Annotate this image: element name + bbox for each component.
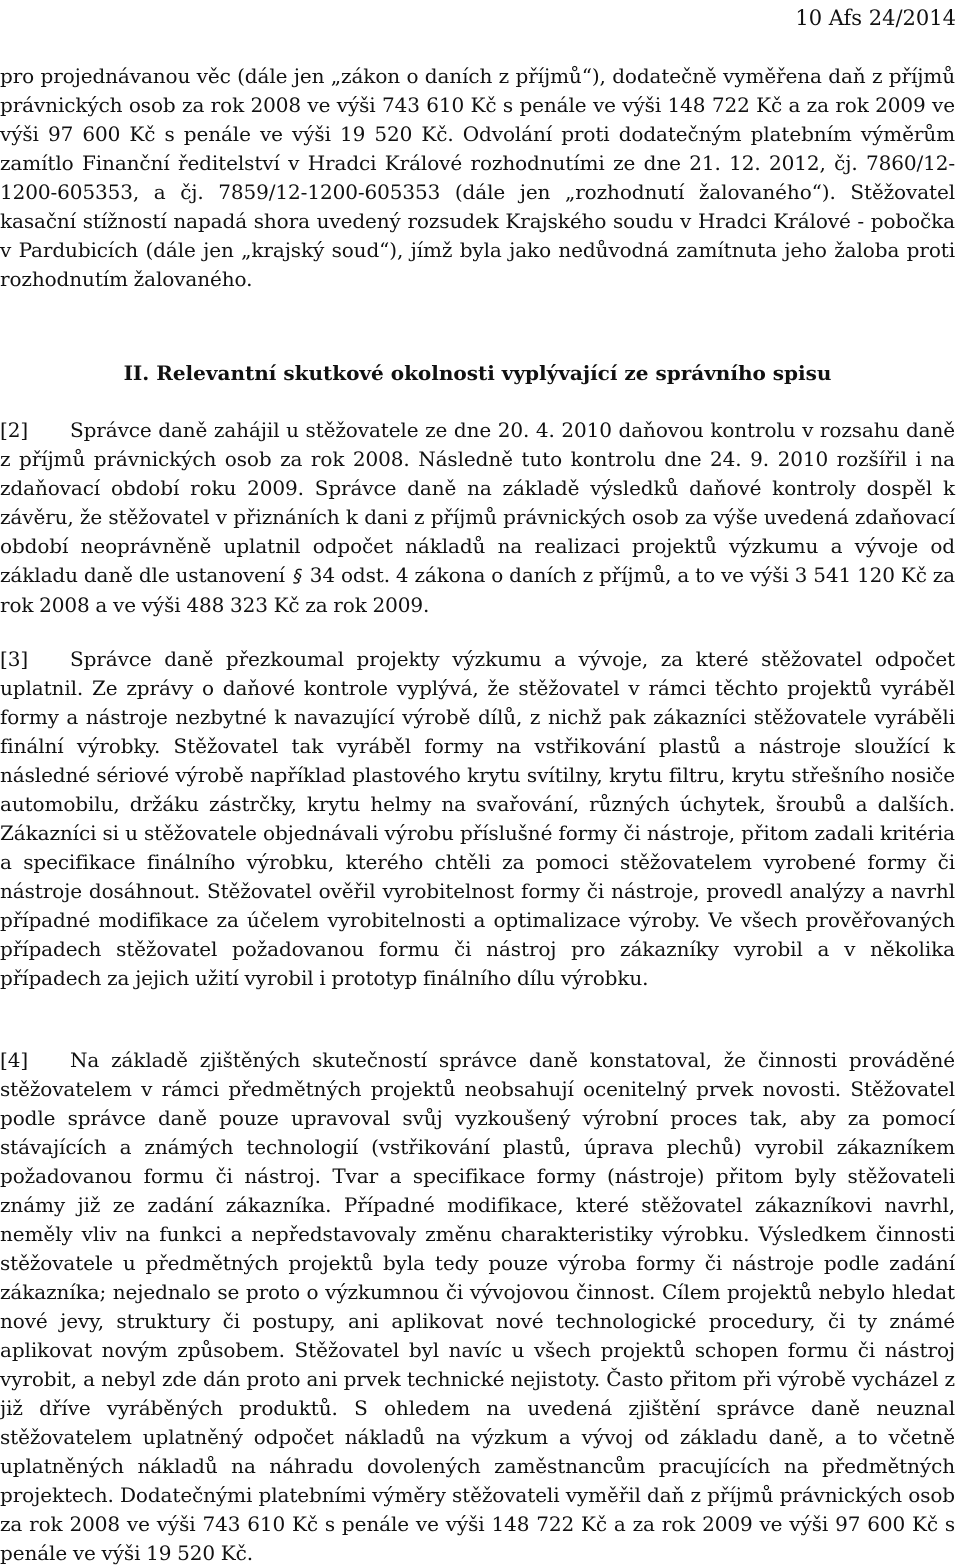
paragraph-text: Správce daně přezkoumal projekty výzkumu a vývoje, za které stěžovatel odpočet uplatnil. Ze zprávy o daňové kontrole vyplývá, že stěžovatel v rámci těchto projektů vyráběl formy a nástroje nezbytné k navazující výrobě dílů, z nichž pak zákazníci stěžovatele vyráběli finální výrobky. Stěžovatel tak vyráběl formy na vstřikování plastů a nástroje sloužící k následné sériové výrobě například plastového krytu svítilny, krytu filtru, krytu střešního nosiče automobilu, držáku zástrčky, krytu helmy na svařování, různých úchytek, šroubů a dalších. Zákazníci si u stěžovatele objednávali výrobu příslušné formy či nástroje, přitom zadali kritéria a specifikace finálního výrobku, kterého chtěli za pomoci stěžovatelem vyrobené formy či nástroje dosáhnout. Stěžovatel ověřil vyrobitelnost formy či nástroje, provedl analýzy a navrhl případné modifikace za účelem vyrobitelnosti a optimalizace výroby. Ve všech prověřovaných případech stěžovatel požadovanou formu či nástroj pro zákazníky vyrobil a v několika případech za jejich užití vyrobil i prototyp finálního dílu výrobku.	[0, 647, 955, 990]
paragraph-3	[0, 645, 955, 993]
paragraph-4	[0, 1046, 955, 1568]
paragraph-text: Na základě zjištěných skutečností správce daně konstatoval, že činnosti prováděné stěžovatelem v rámci předmětných projektů neobsahují ocenitelný prvek novosti. Stěžovatel podle správce daně pouze upravoval svůj vyzkoušený výrobní proces tak, aby za pomocí stávajících a známých technologií (vstřikování plastů, úprava plechů) vyrobil zákazníkem požadovanou formu či nástroj. Tvar a specifikace formy (nástroje) přitom byly stěžovateli známy již ze zadání zákazníka. Případné modifikace, které stěžovatel zákazníkovi navrhl, neměly vliv na funkci a nepředstavovaly změnu charakteristiky výrobku. Výsledkem činnosti stěžovatele u předmětných projektů byla tedy pouze výroba formy či nástroje podle zadání zákazníka; nejednalo se proto o výzkumnou či vývojovou činnost. Cílem projektů nebylo hledat nové jevy, struktury či postupy, ani aplikovat nové technologické procedury, či ty známé aplikovat novým způsobem. Stěžovatel byl navíc u všech projektů schopen formu či nástroj vyrobit, a nebyl zde dán proto ani prvek technické nejistoty. Často přitom při výrobě vycházel z již dříve vyráběných produktů. S ohledem na uvedená zjištění správce daně neuznal stěžovatelem uplatněný odpočet nákladů na výzkum a vývoj od základu daně, a to včetně uplatněných nákladů na náhradu dovolených zaměstnancům pracujících na předmětných projektech. Dodatečnými platebními výměry stěžovateli vyměřil daň z příjmů právnických osob za rok 2008 ve výši 743 610 Kč s penále ve výši 148 722 Kč a za rok 2009 ve výši 97 600 Kč s penále ve výši 19 520 Kč.	[0, 1048, 955, 1565]
section-sign-icon: §	[290, 566, 305, 587]
section-heading: II. Relevantní skutkové okolnosti vyplývající ze správního spisu	[123, 361, 832, 385]
paragraph-number: [3]	[0, 647, 29, 671]
paragraph-text: Správce daně zahájil u stěžovatele ze dne 20. 4. 2010 daňovou kontrolu v rozsahu daně z příjmů právnických osob za rok 2008. Následně tuto kontrolu dne 24. 9. 2010 rozšířil i na zdaňovací období roku 2009. Správce daně na základě výsledků daňové kontroly dospěl k závěru, že stěžovatel v přiznáních k dani z příjmů právnických osob za výše uvedená zdaňovací období neoprávněně uplatnil odpočet nákladů na realizaci projektů výzkumu a vývoje od základu daně dle ustanovení	[0, 418, 955, 587]
paragraph-text-continued: 34 odst. 4 zákona o daních z příjmů, a to ve výši 3 541 120 Kč za rok 2008 a ve výši 488 323 Kč za rok 2009.	[0, 563, 955, 617]
intro-paragraph: pro projednávanou věc (dále jen „zákon o daních z příjmů“), dodatečně vyměřena daň z příjmů právnických osob za rok 2008 ve výši 743 610 Kč s penále ve výši 148 722 Kč a za rok 2009 ve výši 97 600 Kč s penále ve výši 19 520 Kč. Odvolání proti dodatečným platebním výměrům zamítlo Finanční ředitelství v Hradci Králové rozhodnutími ze dne 21. 12. 2012, čj. 7860/12-1200-605353, a čj. 7859/12-1200-605353 (dále jen „rozhodnutí žalovaného“). Stěžovatel kasační stížností napadá shora uvedený rozsudek Krajského soudu v Hradci Králové - pobočka v Pardubicích (dále jen „krajský soud“), jímž byla jako nedůvodná zamítnuta jeho žaloba proti rozhodnutím žalovaného.	[0, 64, 955, 291]
paragraph-number: [2]	[0, 418, 29, 442]
case-number: 10 Afs 24/2014	[795, 6, 956, 30]
paragraph-2	[0, 416, 955, 620]
paragraph-number: [4]	[0, 1048, 29, 1072]
